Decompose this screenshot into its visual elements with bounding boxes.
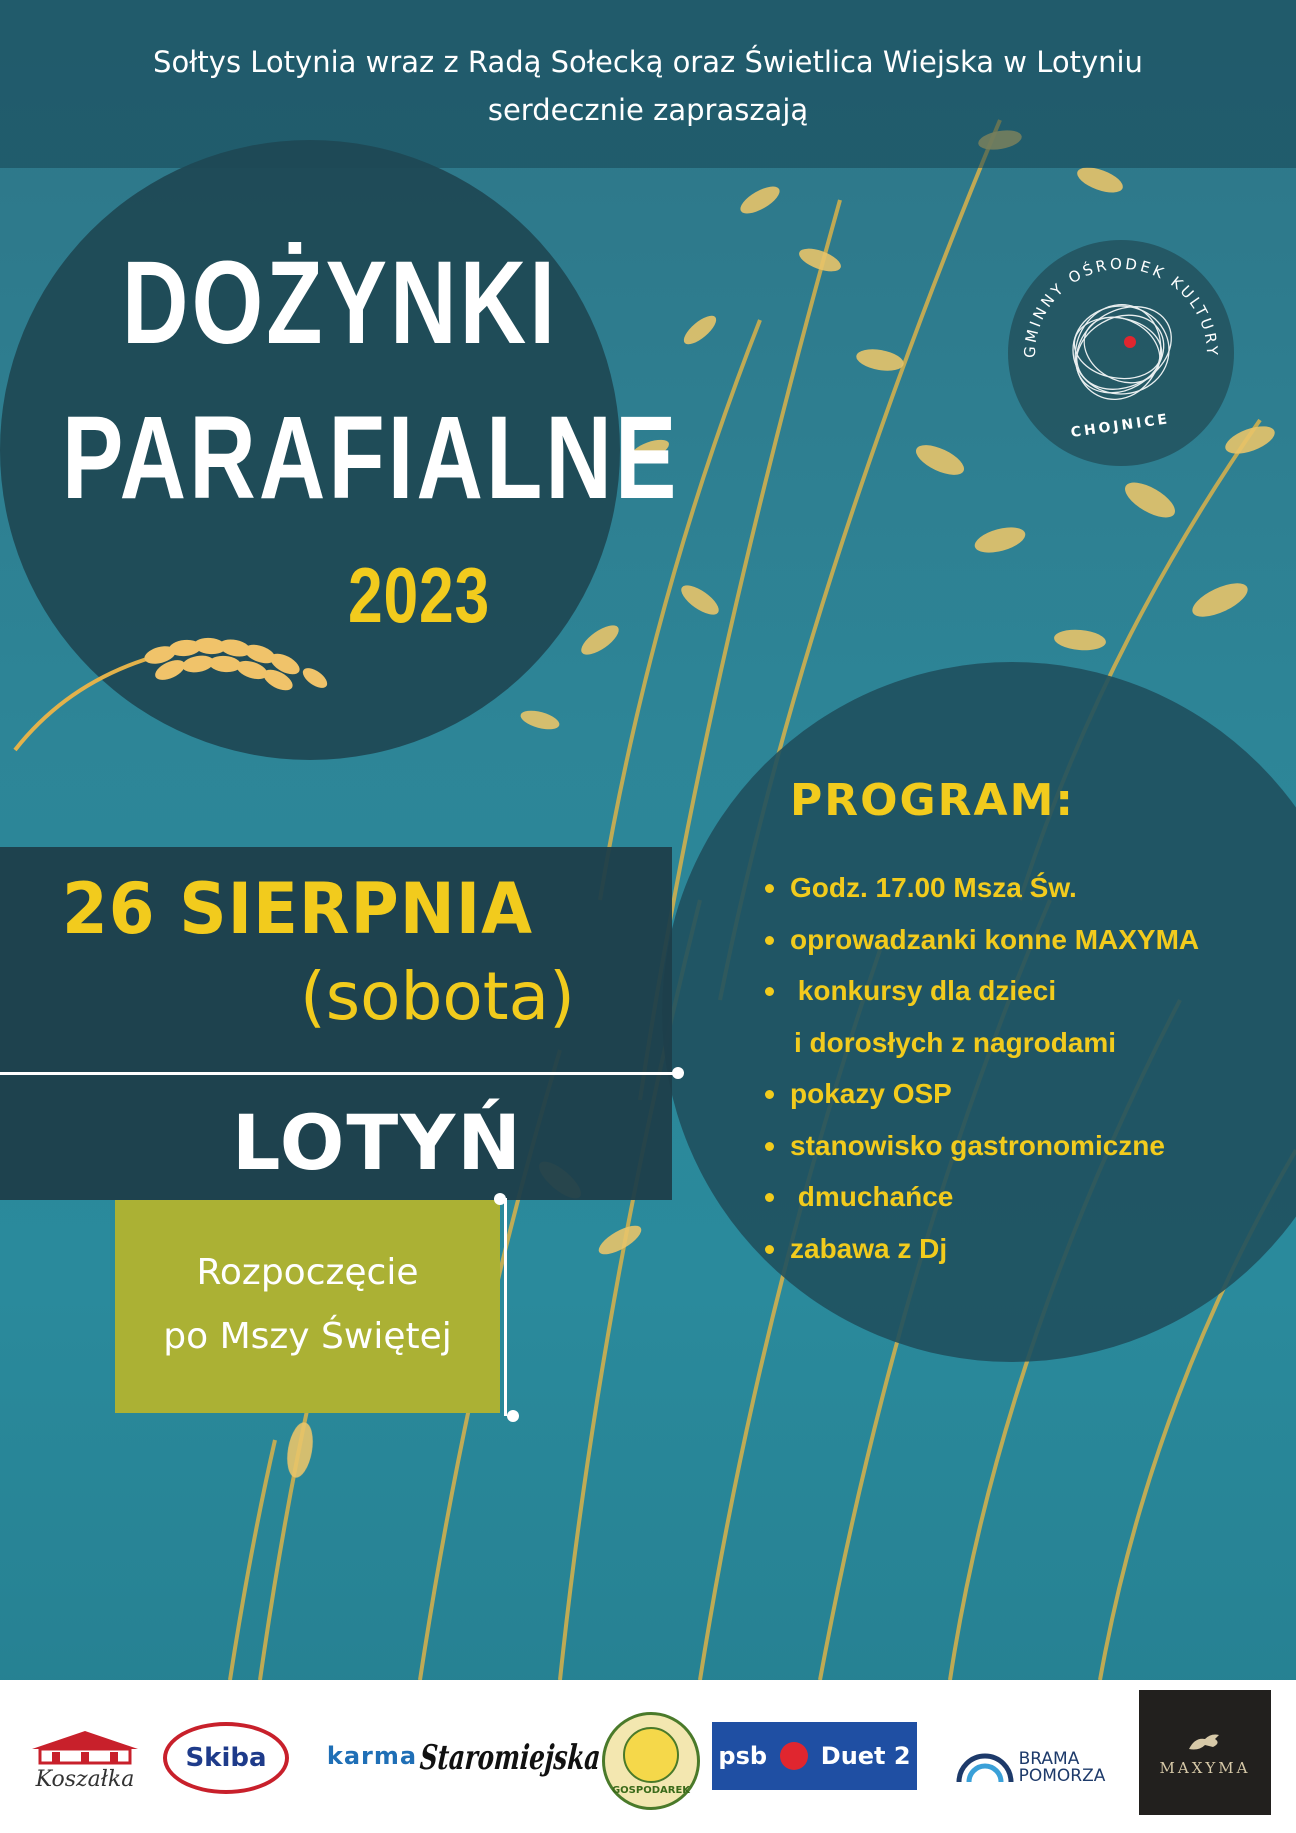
gok-logo-bottom-text: CHOJNICE — [1069, 411, 1172, 441]
program-item-text: zabawa z Dj — [790, 1232, 948, 1264]
invitation-text — [0, 38, 1296, 134]
start-time-line-2: po Mszy Świętej — [163, 1316, 452, 1357]
gok-chojnice-logo — [1008, 240, 1234, 466]
psb-text: psb — [718, 1742, 768, 1770]
program-item-text: konkursy dla dzieci — [790, 975, 1057, 1006]
koszalka-text: Koszałka — [35, 1766, 135, 1792]
bullet-icon — [765, 1245, 774, 1254]
program-item-text: stanowisko gastronomiczne — [790, 1129, 1165, 1161]
event-weekday: (sobota) — [300, 958, 575, 1035]
event-date: 26 SIERPNIA — [62, 868, 534, 950]
brama-arch-icon — [955, 1752, 1015, 1784]
sponsor-psb-duet-logo — [712, 1722, 917, 1790]
start-time-box — [115, 1200, 500, 1413]
bullet-icon — [765, 1193, 774, 1202]
event-title-line-1: DOŻYNKI — [122, 237, 559, 369]
gospodarek-emblem-icon — [623, 1727, 679, 1783]
sponsor-skiba-logo — [163, 1722, 289, 1794]
program-title: PROGRAM: — [790, 775, 1075, 826]
staromiejska-text: Staromiejska — [418, 1738, 602, 1778]
program-item — [760, 1175, 1199, 1227]
event-year: 2023 — [348, 551, 491, 639]
sponsor-staromiejska-logo — [418, 1718, 602, 1798]
gok-logo-graphic — [1008, 240, 1234, 466]
program-item — [760, 1072, 1199, 1124]
program-item-text: i dorosłych z nagrodami — [794, 1026, 1117, 1058]
program-item-text: oprowadzanki konne MAXYMA — [790, 923, 1200, 955]
program-item-text: Godz. 17.00 Msza Św. — [790, 872, 1077, 903]
maxyma-text: MAXYMA — [1159, 1758, 1251, 1777]
divider-dot — [507, 1410, 519, 1422]
skiba-text: Skiba — [185, 1743, 267, 1773]
program-item-text: pokazy OSP — [790, 1078, 952, 1109]
duet-d-icon — [780, 1742, 808, 1770]
program-list — [760, 866, 1199, 1278]
bullet-icon — [765, 1090, 774, 1099]
brama-line-1: BRAMA — [1018, 1749, 1080, 1769]
bullet-icon — [765, 987, 774, 996]
bullet-icon — [765, 936, 774, 945]
divider-dot — [494, 1193, 506, 1205]
invitation-line-2: serdecznie zapraszają — [487, 93, 809, 127]
sponsor-maxyma-logo — [1139, 1690, 1271, 1815]
wheat-ear-icon — [10, 620, 340, 760]
sponsor-koszalka-logo — [25, 1720, 145, 1800]
duet-text: Duet 2 — [820, 1742, 911, 1770]
brama-line-2: POMORZA — [1018, 1766, 1106, 1786]
event-place: LOTYŃ — [232, 1098, 523, 1187]
divider-dot — [672, 1067, 684, 1079]
program-item — [760, 918, 1199, 970]
gospodarek-text: GOSPODAREK — [611, 1784, 691, 1796]
invitation-line-1: Sołtys Lotynia wraz z Radą Sołecką oraz Świetlica Wiejska w Lotyniu — [153, 45, 1143, 79]
koszalka-building-icon — [30, 1729, 140, 1765]
program-item — [760, 866, 1199, 918]
bullet-icon — [765, 1142, 774, 1151]
sponsor-brama-pomorza-logo — [945, 1746, 1115, 1790]
bullet-icon — [765, 884, 774, 893]
program-item-continuation — [760, 1021, 1199, 1073]
program-item — [760, 969, 1199, 1021]
gok-logo-arc-text: GMINNY OŚRODEK KULTURY — [1020, 254, 1222, 359]
start-time-line-1: Rozpoczęcie — [196, 1252, 419, 1293]
program-item — [760, 1227, 1199, 1279]
karma-text: karma — [326, 1742, 418, 1770]
vertical-divider — [504, 1198, 507, 1416]
program-item — [760, 1124, 1199, 1176]
sponsor-gospodarek-logo — [602, 1712, 700, 1810]
brama-text — [1019, 1751, 1106, 1785]
horse-icon — [1185, 1729, 1225, 1753]
program-item-text: dmuchańce — [790, 1181, 954, 1212]
event-title-line-2: PARAFIALNE — [62, 392, 680, 524]
